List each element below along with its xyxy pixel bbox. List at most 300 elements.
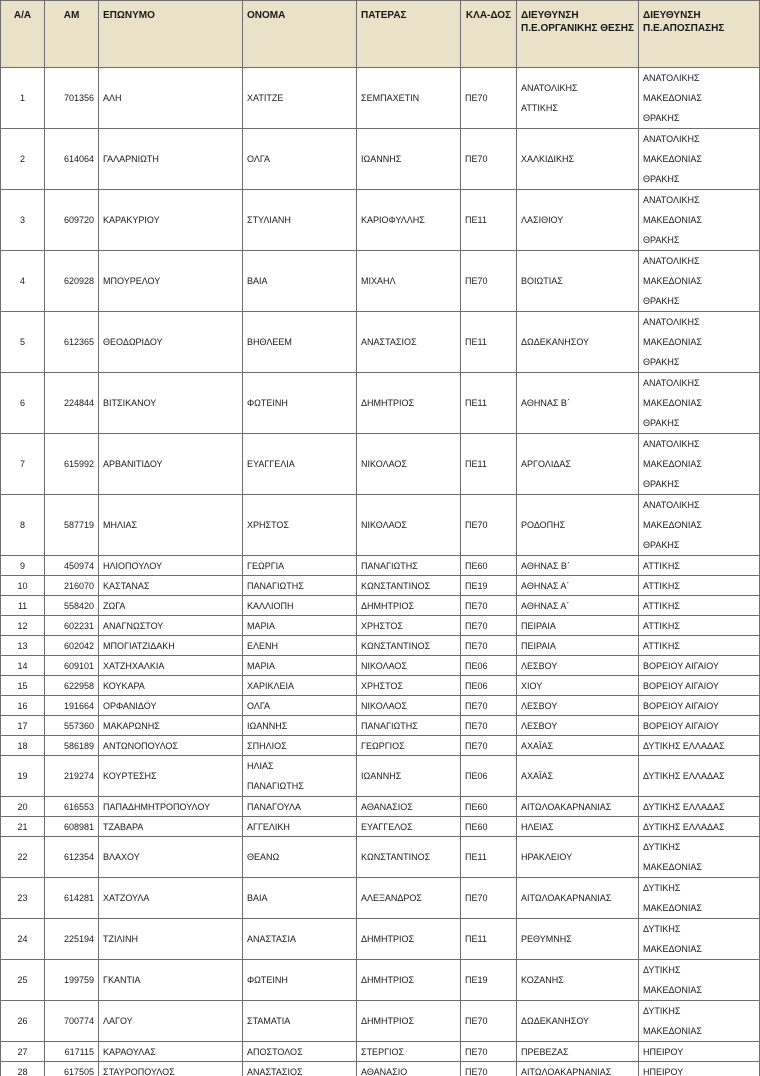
cell-secondment-directorate-line: ΜΑΚΕΔΟΝΙΑΣ: [643, 862, 702, 872]
cell-name-line: ΒΑΙΑ: [247, 276, 268, 286]
cell-organic-directorate: [517, 1062, 639, 1076]
cell-klados: ΠΕ11: [461, 837, 517, 878]
cell-aa: 4: [1, 251, 45, 312]
cell-secondment-directorate-line: ΜΑΚΕΔΟΝΙΑΣ: [643, 903, 702, 913]
cell-secondment-directorate-line: ΜΑΚΕΔΟΝΙΑΣ: [643, 459, 702, 469]
cell-am: 617115: [45, 1042, 99, 1062]
cell-organic-directorate-line: ΑΙΤΩΛΟΑΚΑΡΝΑΝΙΑΣ: [521, 893, 612, 903]
cell-surname: ΒΙΤΣΙΚΑΝΟΥ: [99, 373, 243, 434]
cell-am: 602042: [45, 636, 99, 656]
table-row: [1, 556, 760, 576]
cell-name-line: ΦΩΤΕΙΝΗ: [247, 398, 288, 408]
cell-am: 558420: [45, 596, 99, 616]
cell-klados: ΠΕ19: [461, 960, 517, 1001]
cell-aa: 9: [1, 556, 45, 576]
cell-name: [243, 960, 357, 1001]
cell-name-line: ΟΛΓΑ: [247, 154, 270, 164]
cell-secondment-directorate: [639, 576, 760, 596]
table-row: [1, 716, 760, 736]
cell-name: [243, 129, 357, 190]
cell-name-line: ΙΩΑΝΝΗΣ: [247, 720, 288, 731]
cell-organic-directorate-line: ΛΕΣΒΟΥ: [521, 700, 558, 711]
cell-klados: ΠΕ11: [461, 373, 517, 434]
table-row: [1, 960, 760, 1001]
cell-secondment-directorate-line: ΑΤΤΙΚΗΣ: [643, 600, 680, 611]
cell-secondment-directorate: [639, 616, 760, 636]
cell-father: ΝΙΚΟΛΑΟΣ: [357, 656, 461, 676]
cell-organic-directorate: [517, 616, 639, 636]
cell-secondment-directorate: [639, 1001, 760, 1042]
cell-organic-directorate-line: ΠΕΙΡΑΙΑ: [521, 620, 556, 631]
cell-secondment-directorate-line: ΒΟΡΕΙΟΥ ΑΙΓΑΙΟΥ: [643, 660, 719, 671]
cell-am: 612365: [45, 312, 99, 373]
cell-name-line: ΜΑΡΙΑ: [247, 660, 276, 671]
table-row: [1, 736, 760, 756]
cell-klados: ΠΕ70: [461, 716, 517, 736]
cell-organic-directorate: [517, 373, 639, 434]
cell-organic-directorate-line: ΑΡΓΟΛΙΔΑΣ: [521, 459, 571, 469]
table-row: [1, 616, 760, 636]
cell-name-line: ΒΑΙΑ: [247, 893, 268, 903]
cell-name-line: ΒΗΘΛΕΕΜ: [247, 337, 292, 347]
cell-name-line: ΧΑΡΙΚΛΕΙΑ: [247, 680, 295, 691]
cell-name-line: ΘΕΑΝΩ: [247, 852, 280, 862]
cell-secondment-directorate: [639, 190, 760, 251]
cell-surname: ΜΠΟΓΙΑΤΖΙΔΑΚΗ: [99, 636, 243, 656]
cell-father: ΙΩΑΝΝΗΣ: [357, 129, 461, 190]
cell-secondment-directorate-line: ΑΤΤΙΚΗΣ: [643, 620, 680, 631]
cell-name-line: ΕΥΑΓΓΕΛΙΑ: [247, 459, 295, 469]
cell-organic-directorate-line: ΡΕΘΥΜΝΗΣ: [521, 934, 572, 944]
cell-klados: ΠΕ60: [461, 556, 517, 576]
cell-secondment-directorate: [639, 251, 760, 312]
cell-father: ΠΑΝΑΓΙΩΤΗΣ: [357, 716, 461, 736]
cell-secondment-directorate-line: ΘΡΑΚΗΣ: [643, 479, 680, 489]
cell-surname: ΑΝΤΩΝΟΠΟΥΛΟΣ: [99, 736, 243, 756]
cell-secondment-directorate: [639, 556, 760, 576]
cell-surname: ΧΑΤΖΗΧΑΛΚΙΑ: [99, 656, 243, 676]
cell-name: [243, 696, 357, 716]
cell-name-line: ΓΕΩΡΓΙΑ: [247, 560, 285, 571]
cell-am: 701356: [45, 68, 99, 129]
cell-organic-directorate: [517, 696, 639, 716]
cell-am: 620928: [45, 251, 99, 312]
cell-father: ΝΙΚΟΛΑΟΣ: [357, 495, 461, 556]
cell-organic-directorate: [517, 676, 639, 696]
cell-name-line: ΗΛΙΑΣ: [247, 761, 274, 771]
cell-organic-directorate: [517, 919, 639, 960]
cell-name-line: ΚΑΛΛΙΟΠΗ: [247, 600, 294, 611]
cell-surname: ΚΑΣΤΑΝΑΣ: [99, 576, 243, 596]
table-row: [1, 576, 760, 596]
cell-klados: ΠΕ70: [461, 68, 517, 129]
cell-organic-directorate: [517, 312, 639, 373]
cell-name-line: ΑΝΑΣΤΑΣΙΟΣ: [247, 1066, 303, 1076]
cell-klados: ΠΕ11: [461, 312, 517, 373]
cell-secondment-directorate-line: ΘΡΑΚΗΣ: [643, 357, 680, 367]
header-surname: ΕΠΩΝΥΜΟ: [99, 1, 243, 68]
table-row: [1, 190, 760, 251]
cell-name: [243, 251, 357, 312]
cell-surname: ΚΟΥΚΑΡΑ: [99, 676, 243, 696]
cell-organic-directorate-line: ΑΙΤΩΛΟΑΚΑΡΝΑΝΙΑΣ: [521, 801, 612, 812]
cell-am: 602231: [45, 616, 99, 636]
header-aa: Α/Α: [1, 1, 45, 68]
cell-aa: 21: [1, 817, 45, 837]
cell-klados: ΠΕ70: [461, 1062, 517, 1076]
cell-father: ΑΘΑΝΑΣΙΟΣ: [357, 797, 461, 817]
cell-klados: ΠΕ60: [461, 817, 517, 837]
cell-secondment-directorate-line: ΔΥΤΙΚΗΣ ΕΛΛΑΔΑΣ: [643, 821, 725, 832]
cell-father: ΠΑΝΑΓΙΩΤΗΣ: [357, 556, 461, 576]
header-klados: ΚΛΑ-ΔΟΣ: [461, 1, 517, 68]
cell-name-line: ΣΤΥΛΙΑΝΗ: [247, 215, 291, 225]
cell-surname: ΑΝΑΓΝΩΣΤΟΥ: [99, 616, 243, 636]
cell-secondment-directorate: [639, 716, 760, 736]
table-row: [1, 373, 760, 434]
cell-father: ΑΛΕΞΑΝΔΡΟΣ: [357, 878, 461, 919]
cell-aa: 20: [1, 797, 45, 817]
cell-secondment-directorate-line: ΔΥΤΙΚΗΣ: [643, 1006, 681, 1016]
cell-klados: ΠΕ06: [461, 756, 517, 797]
cell-secondment-directorate: [639, 919, 760, 960]
cell-organic-directorate: [517, 736, 639, 756]
cell-secondment-directorate-line: ΔΥΤΙΚΗΣ ΕΛΛΑΔΑΣ: [643, 801, 725, 812]
cell-organic-directorate: [517, 636, 639, 656]
cell-secondment-directorate-line: ΑΝΑΤΟΛΙΚΗΣ: [643, 195, 700, 205]
cell-name: [243, 616, 357, 636]
cell-father: ΓΕΩΡΓΙΟΣ: [357, 736, 461, 756]
cell-secondment-directorate-line: ΘΡΑΚΗΣ: [643, 540, 680, 550]
table-row: [1, 1001, 760, 1042]
cell-aa: 25: [1, 960, 45, 1001]
table-row: [1, 878, 760, 919]
cell-name-line: ΧΡΗΣΤΟΣ: [247, 520, 289, 530]
cell-secondment-directorate-line: ΜΑΚΕΔΟΝΙΑΣ: [643, 520, 702, 530]
cell-secondment-directorate: [639, 696, 760, 716]
cell-organic-directorate: [517, 656, 639, 676]
cell-organic-directorate: [517, 1042, 639, 1062]
header-organic-directorate: ΔΙΕΥΘΥΝΣΗ Π.Ε.ΟΡΓΑΝΙΚΗΣ ΘΕΣΗΣ: [517, 1, 639, 68]
cell-name: [243, 312, 357, 373]
cell-name: [243, 878, 357, 919]
cell-secondment-directorate: [639, 68, 760, 129]
cell-surname: ΣΤΑΥΡΟΠΟΥΛΟΣ: [99, 1062, 243, 1076]
table-header-row: [1, 1, 760, 68]
table-row: [1, 656, 760, 676]
cell-father: ΚΩΝΣΤΑΝΤΙΝΟΣ: [357, 576, 461, 596]
cell-secondment-directorate-line: ΑΝΑΤΟΛΙΚΗΣ: [643, 317, 700, 327]
cell-organic-directorate-line: ΛΕΣΒΟΥ: [521, 660, 558, 671]
cell-aa: 18: [1, 736, 45, 756]
table-row: [1, 676, 760, 696]
table-row: [1, 434, 760, 495]
cell-surname: ΧΑΤΖΟΥΛΑ: [99, 878, 243, 919]
cell-secondment-directorate-line: ΔΥΤΙΚΗΣ ΕΛΛΑΔΑΣ: [643, 740, 725, 751]
cell-surname: ΚΑΡΑΟΥΛΑΣ: [99, 1042, 243, 1062]
cell-klados: ΠΕ19: [461, 576, 517, 596]
cell-organic-directorate-line: ΚΟΖΑΝΗΣ: [521, 975, 564, 985]
cell-organic-directorate: [517, 878, 639, 919]
cell-organic-directorate-line: ΛΑΣΙΘΙΟΥ: [521, 215, 564, 225]
cell-name: [243, 576, 357, 596]
cell-organic-directorate-line: ΗΡΑΚΛΕΙΟΥ: [521, 852, 573, 862]
cell-secondment-directorate: [639, 797, 760, 817]
cell-secondment-directorate: [639, 960, 760, 1001]
cell-klados: ΠΕ70: [461, 696, 517, 716]
cell-organic-directorate: [517, 434, 639, 495]
cell-name: [243, 636, 357, 656]
cell-aa: 5: [1, 312, 45, 373]
cell-am: 609720: [45, 190, 99, 251]
cell-name-line: ΦΩΤΕΙΝΗ: [247, 975, 288, 985]
cell-father: ΔΗΜΗΤΡΙΟΣ: [357, 960, 461, 1001]
cell-organic-directorate-line: ΛΕΣΒΟΥ: [521, 720, 558, 731]
cell-name-line: ΠΑΝΑΓΙΩΤΗΣ: [247, 580, 304, 591]
cell-name-line: ΠΑΝΑΓΟΥΛΑ: [247, 801, 302, 812]
cell-secondment-directorate-line: ΑΝΑΤΟΛΙΚΗΣ: [643, 439, 700, 449]
cell-organic-directorate: [517, 797, 639, 817]
cell-am: 609101: [45, 656, 99, 676]
cell-aa: 8: [1, 495, 45, 556]
header-secondment-directorate: ΔΙΕΥΘΥΝΣΗ Π.Ε.ΑΠΟΣΠΑΣΗΣ: [639, 1, 760, 68]
cell-organic-directorate: [517, 756, 639, 797]
cell-name: [243, 837, 357, 878]
cell-name: [243, 1062, 357, 1076]
cell-father: ΚΩΝΣΤΑΝΤΙΝΟΣ: [357, 837, 461, 878]
cell-organic-directorate-line: ΑΝΑΤΟΛΙΚΗΣ: [521, 83, 578, 93]
cell-am: 616553: [45, 797, 99, 817]
cell-name: [243, 756, 357, 797]
cell-klados: ΠΕ06: [461, 676, 517, 696]
cell-secondment-directorate-line: ΑΤΤΙΚΗΣ: [643, 580, 680, 591]
table-row: [1, 1042, 760, 1062]
cell-klados: ΠΕ11: [461, 434, 517, 495]
cell-klados: ΠΕ06: [461, 656, 517, 676]
cell-aa: 7: [1, 434, 45, 495]
cell-am: 199759: [45, 960, 99, 1001]
cell-surname: ΖΩΓΑ: [99, 596, 243, 616]
cell-klados: ΠΕ70: [461, 1042, 517, 1062]
cell-organic-directorate-line: ΑΙΤΩΛΟΑΚΑΡΝΑΝΙΑΣ: [521, 1066, 612, 1076]
cell-klados: ΠΕ70: [461, 251, 517, 312]
cell-klados: ΠΕ70: [461, 636, 517, 656]
cell-name: [243, 495, 357, 556]
table-row: [1, 251, 760, 312]
cell-name-line: ΑΠΟΣΤΟΛΟΣ: [247, 1046, 303, 1057]
cell-secondment-directorate-line: ΑΝΑΤΟΛΙΚΗΣ: [643, 378, 700, 388]
cell-organic-directorate-line: ΑΤΤΙΚΗΣ: [521, 103, 558, 113]
cell-aa: 13: [1, 636, 45, 656]
cell-secondment-directorate-line: ΔΥΤΙΚΗΣ ΕΛΛΑΔΑΣ: [643, 771, 725, 781]
table-row: [1, 797, 760, 817]
cell-secondment-directorate-line: ΜΑΚΕΔΟΝΙΑΣ: [643, 398, 702, 408]
table-row: [1, 596, 760, 616]
cell-name: [243, 556, 357, 576]
cell-surname: ΑΡΒΑΝΙΤΙΔΟΥ: [99, 434, 243, 495]
cell-secondment-directorate-line: ΗΠΕΙΡΟΥ: [643, 1066, 684, 1076]
cell-father: ΧΡΗΣΤΟΣ: [357, 616, 461, 636]
cell-klados: ΠΕ70: [461, 129, 517, 190]
cell-father: ΑΝΑΣΤΑΣΙΟΣ: [357, 312, 461, 373]
cell-father: ΣΤΕΡΓΙΟΣ: [357, 1042, 461, 1062]
cell-secondment-directorate-line: ΘΡΑΚΗΣ: [643, 113, 680, 123]
cell-name: [243, 68, 357, 129]
cell-organic-directorate-line: ΧΑΛΚΙΔΙΚΗΣ: [521, 154, 575, 164]
cell-secondment-directorate-line: ΜΑΚΕΔΟΝΙΑΣ: [643, 93, 702, 103]
cell-name-line: ΣΠΗΛΙΟΣ: [247, 740, 287, 751]
cell-organic-directorate: [517, 960, 639, 1001]
cell-organic-directorate-line: ΠΡΕΒΕΖΑΣ: [521, 1046, 569, 1057]
cell-secondment-directorate-line: ΘΡΑΚΗΣ: [643, 174, 680, 184]
cell-organic-directorate: [517, 716, 639, 736]
table-row: [1, 756, 760, 797]
cell-name: [243, 190, 357, 251]
cell-name-line: ΑΝΑΣΤΑΣΙΑ: [247, 934, 296, 944]
cell-aa: 26: [1, 1001, 45, 1042]
cell-name: [243, 919, 357, 960]
cell-father: ΕΥΑΓΓΕΛΟΣ: [357, 817, 461, 837]
cell-am: 700774: [45, 1001, 99, 1042]
cell-name: [243, 596, 357, 616]
cell-surname: ΜΠΟΥΡΕΛΟΥ: [99, 251, 243, 312]
cell-secondment-directorate-line: ΑΝΑΤΟΛΙΚΗΣ: [643, 73, 700, 83]
table-row: [1, 919, 760, 960]
cell-aa: 16: [1, 696, 45, 716]
cell-organic-directorate: [517, 817, 639, 837]
cell-secondment-directorate: [639, 837, 760, 878]
cell-aa: 2: [1, 129, 45, 190]
cell-name-line: ΣΤΑΜΑΤΙΑ: [247, 1016, 291, 1026]
cell-aa: 28: [1, 1062, 45, 1076]
cell-aa: 22: [1, 837, 45, 878]
cell-name: [243, 1001, 357, 1042]
table-row: [1, 495, 760, 556]
header-name: ΟΝΟΜΑ: [243, 1, 357, 68]
cell-name: [243, 736, 357, 756]
cell-organic-directorate: [517, 68, 639, 129]
cell-aa: 1: [1, 68, 45, 129]
cell-surname: ΜΗΛΙΑΣ: [99, 495, 243, 556]
cell-organic-directorate: [517, 576, 639, 596]
cell-secondment-directorate-line: ΑΝΑΤΟΛΙΚΗΣ: [643, 134, 700, 144]
cell-organic-directorate-line: ΔΩΔΕΚΑΝΗΣΟΥ: [521, 337, 590, 347]
table-body: [1, 68, 760, 1076]
table-row: [1, 817, 760, 837]
cell-secondment-directorate: [639, 1042, 760, 1062]
cell-am: 614064: [45, 129, 99, 190]
cell-am: 608981: [45, 817, 99, 837]
cell-surname: ΑΛΗ: [99, 68, 243, 129]
cell-secondment-directorate: [639, 656, 760, 676]
cell-secondment-directorate-line: ΑΤΤΙΚΗΣ: [643, 640, 680, 651]
cell-secondment-directorate-line: ΘΡΑΚΗΣ: [643, 235, 680, 245]
cell-organic-directorate: [517, 1001, 639, 1042]
cell-secondment-directorate: [639, 373, 760, 434]
cell-am: 216070: [45, 576, 99, 596]
cell-secondment-directorate: [639, 312, 760, 373]
cell-organic-directorate-line: ΑΘΗΝΑΣ Β΄: [521, 560, 570, 571]
cell-secondment-directorate-line: ΗΠΕΙΡΟΥ: [643, 1046, 684, 1057]
cell-klados: ΠΕ70: [461, 596, 517, 616]
cell-am: 614281: [45, 878, 99, 919]
cell-klados: ΠΕ60: [461, 797, 517, 817]
cell-father: ΧΡΗΣΤΟΣ: [357, 676, 461, 696]
cell-name: [243, 817, 357, 837]
cell-am: 622958: [45, 676, 99, 696]
cell-secondment-directorate: [639, 756, 760, 797]
cell-klados: ΠΕ70: [461, 736, 517, 756]
cell-organic-directorate: [517, 837, 639, 878]
cell-father: ΔΗΜΗΤΡΙΟΣ: [357, 373, 461, 434]
cell-secondment-directorate-line: ΜΑΚΕΔΟΝΙΑΣ: [643, 337, 702, 347]
cell-am: 450974: [45, 556, 99, 576]
cell-organic-directorate-line: ΑΘΗΝΑΣ Α΄: [521, 600, 570, 611]
cell-aa: 19: [1, 756, 45, 797]
cell-name-line: ΜΑΡΙΑ: [247, 620, 276, 631]
cell-name: [243, 676, 357, 696]
cell-aa: 11: [1, 596, 45, 616]
cell-organic-directorate-line: ΠΕΙΡΑΙΑ: [521, 640, 556, 651]
cell-secondment-directorate: [639, 1062, 760, 1076]
table-row: [1, 68, 760, 129]
cell-secondment-directorate-line: ΜΑΚΕΔΟΝΙΑΣ: [643, 985, 702, 995]
cell-surname: ΛΑΓΟΥ: [99, 1001, 243, 1042]
cell-am: 224844: [45, 373, 99, 434]
cell-secondment-directorate-line: ΜΑΚΕΔΟΝΙΑΣ: [643, 154, 702, 164]
cell-father: ΑΘΑΝΑΣΙΟ: [357, 1062, 461, 1076]
cell-name: [243, 716, 357, 736]
table-row: [1, 312, 760, 373]
cell-organic-directorate-line: ΑΘΗΝΑΣ Α΄: [521, 580, 570, 591]
cell-aa: 14: [1, 656, 45, 676]
cell-surname: ΗΛΙΟΠΟΥΛΟΥ: [99, 556, 243, 576]
cell-am: 612354: [45, 837, 99, 878]
table-row: [1, 837, 760, 878]
cell-secondment-directorate: [639, 676, 760, 696]
cell-am: 557360: [45, 716, 99, 736]
cell-aa: 23: [1, 878, 45, 919]
cell-surname: ΠΑΠΑΔΗΜΗΤΡΟΠΟΥΛΟΥ: [99, 797, 243, 817]
cell-father: ΚΩΝΣΤΑΝΤΙΝΟΣ: [357, 636, 461, 656]
cell-secondment-directorate-line: ΑΝΑΤΟΛΙΚΗΣ: [643, 256, 700, 266]
cell-name: [243, 373, 357, 434]
cell-organic-directorate: [517, 129, 639, 190]
table-row: [1, 696, 760, 716]
cell-surname: ΚΟΥΡΤΕΣΗΣ: [99, 756, 243, 797]
cell-secondment-directorate-line: ΘΡΑΚΗΣ: [643, 296, 680, 306]
cell-name: [243, 656, 357, 676]
cell-name: [243, 1042, 357, 1062]
cell-name-line: ΟΛΓΑ: [247, 700, 270, 711]
cell-secondment-directorate-line: ΔΥΤΙΚΗΣ: [643, 965, 681, 975]
cell-organic-directorate-line: ΒΟΙΩΤΙΑΣ: [521, 276, 563, 286]
cell-father: ΚΑΡΙΟΦΥΛΛΗΣ: [357, 190, 461, 251]
cell-secondment-directorate-line: ΒΟΡΕΙΟΥ ΑΙΓΑΙΟΥ: [643, 700, 719, 711]
cell-secondment-directorate-line: ΔΥΤΙΚΗΣ: [643, 842, 681, 852]
cell-organic-directorate-line: ΑΘΗΝΑΣ Β΄: [521, 398, 570, 408]
cell-secondment-directorate-line: ΘΡΑΚΗΣ: [643, 418, 680, 428]
cell-father: ΜΙΧΑΗΛ: [357, 251, 461, 312]
cell-secondment-directorate-line: ΔΥΤΙΚΗΣ: [643, 883, 681, 893]
cell-surname: ΒΛΑΧΟΥ: [99, 837, 243, 878]
cell-secondment-directorate-line: ΒΟΡΕΙΟΥ ΑΙΓΑΙΟΥ: [643, 720, 719, 731]
cell-surname: ΟΡΦΑΝΙΔΟΥ: [99, 696, 243, 716]
cell-aa: 10: [1, 576, 45, 596]
cell-secondment-directorate: [639, 817, 760, 837]
cell-secondment-directorate: [639, 129, 760, 190]
cell-klados: ΠΕ11: [461, 190, 517, 251]
